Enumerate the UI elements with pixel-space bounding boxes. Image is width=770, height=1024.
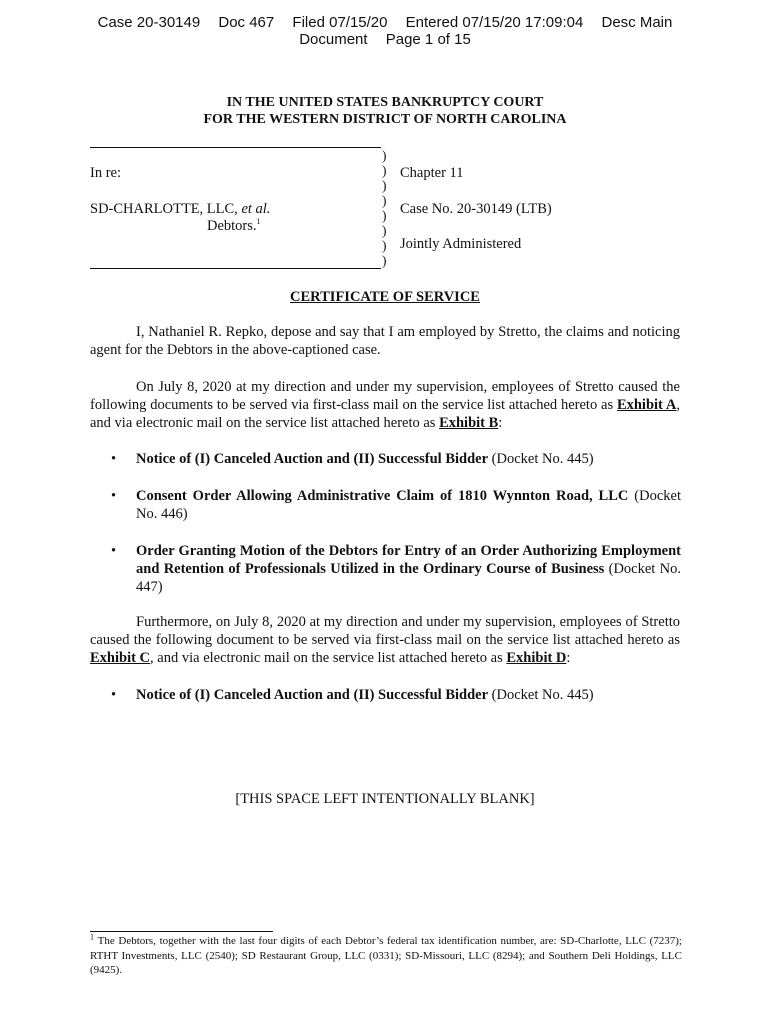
paren: ) [382, 238, 387, 253]
caption-top-rule [90, 147, 381, 148]
footnote-text: The Debtors, together with the last four digits of each Debtor’s federal tax identification number, are: SD-Charlotte, LLC (7237); RTHT Investments, LLC (2540); SD Restaurant Group, LLC (0331); SD-Missouri, LLC (8294); and Southern Deli Holdings, LLC (9425). [90, 935, 682, 976]
court-line-1: IN THE UNITED STATES BANKRUPTCY COURT [226, 95, 544, 110]
filing-header-line1 [0, 14, 770, 31]
exhibit-a-ref: Exhibit A [616, 397, 677, 413]
bullet-icon: • [111, 543, 117, 559]
paragraph-3-text: , and via electronic mail on the service list attached hereto as [150, 650, 507, 666]
paragraph-2-text: On July 8, 2020 at my direction and under my supervision, employees of Stretto caused the following documents to be served via first-class mail on the service list attached hereto as [90, 379, 680, 413]
footnote-rule [90, 931, 273, 932]
chapter-label: Chapter 11 [400, 165, 464, 181]
list-item [111, 450, 681, 468]
court-heading [0, 94, 770, 128]
et-al: et al. [241, 201, 271, 217]
document-name: Notice of (I) Canceled Auction and (II) Successful Bidder [136, 451, 489, 467]
paren: ) [382, 208, 387, 223]
footnote-marker: 1 [90, 932, 94, 942]
paragraph-3-text: Furthermore, on July 8, 2020 at my direction and under my supervision, employees of Stretto caused the following document to be served via first-class mail on the service list attached hereto as [90, 614, 680, 648]
doc-number-stamp: Doc 467 [218, 14, 275, 31]
document-title: CERTIFICATE OF SERVICE [290, 289, 480, 305]
caption-paren-column [382, 148, 387, 268]
paren: ) [382, 178, 387, 193]
paragraph-3 [90, 613, 680, 667]
exhibit-b-ref: Exhibit B [439, 415, 499, 431]
in-re-label: In re: [90, 165, 121, 181]
docket-ref: (Docket No. 445) [488, 451, 594, 467]
docket-ref: (Docket No. 445) [488, 687, 594, 703]
list-item [111, 686, 681, 704]
filed-date-stamp: Filed 07/15/20 [292, 14, 388, 31]
court-line-2: FOR THE WESTERN DISTRICT OF NORTH CAROLINA [203, 112, 567, 127]
filing-header [0, 14, 770, 48]
case-number-stamp: Case 20-30149 [97, 14, 201, 31]
document-name: Notice of (I) Canceled Auction and (II) Successful Bidder [136, 687, 489, 703]
debtor-name [90, 201, 270, 218]
list-item [111, 542, 681, 596]
filing-header-line2 [0, 31, 770, 48]
debtor-name-text: SD-CHARLOTTE, LLC, [90, 201, 238, 217]
paragraph-2 [90, 378, 680, 432]
document-label: Document [299, 31, 368, 48]
entered-date-stamp: Entered 07/15/20 17:09:04 [405, 14, 584, 31]
caption-bottom-rule [90, 268, 381, 269]
case-number: Case No. 20-30149 (LTB) [400, 201, 552, 217]
paragraph-1-text: I, Nathaniel R. Repko, depose and say that I am employed by Stretto, the claims and noticing agent for the Debtors in the above-captioned case. [90, 324, 680, 358]
debtors-label [207, 218, 261, 235]
footnote [90, 934, 682, 978]
paragraph-3-text: : [566, 650, 571, 666]
blank-space-notice: [THIS SPACE LEFT INTENTIONALLY BLANK] [235, 791, 535, 807]
paragraph-2-text: , and via electronic mail on the service list attached hereto as [90, 397, 680, 431]
paren: ) [382, 163, 387, 178]
bullet-icon: • [111, 451, 117, 467]
document-name: Consent Order Allowing Administrative Claim of 1810 Wynnton Road, LLC [136, 488, 629, 504]
jointly-administered: Jointly Administered [400, 236, 522, 252]
desc-stamp: Desc Main [601, 14, 673, 31]
footnote-ref: 1 [256, 217, 261, 227]
paragraph-2-text: : [498, 415, 503, 431]
paren: ) [382, 223, 387, 238]
paren: ) [382, 193, 387, 208]
debtors-label-text: Debtors. [207, 218, 257, 234]
bullet-icon: • [111, 488, 117, 504]
paragraph-1 [90, 323, 680, 359]
bullet-icon: • [111, 687, 117, 703]
docket-ref: (Docket No. 447) [136, 561, 682, 595]
list-item [111, 487, 681, 523]
document-name: Order Granting Motion of the Debtors for Entry of an Order Authorizing Employment and Retention of Professionals Utilized in the Ordinary Course of Business [136, 543, 681, 577]
paren: ) [382, 148, 387, 163]
exhibit-c-ref: Exhibit C [90, 650, 151, 666]
exhibit-d-ref: Exhibit D [506, 650, 567, 666]
docket-ref: (Docket No. 446) [136, 488, 681, 522]
paren: ) [382, 253, 387, 268]
page-count: Page 1 of 15 [385, 31, 471, 48]
